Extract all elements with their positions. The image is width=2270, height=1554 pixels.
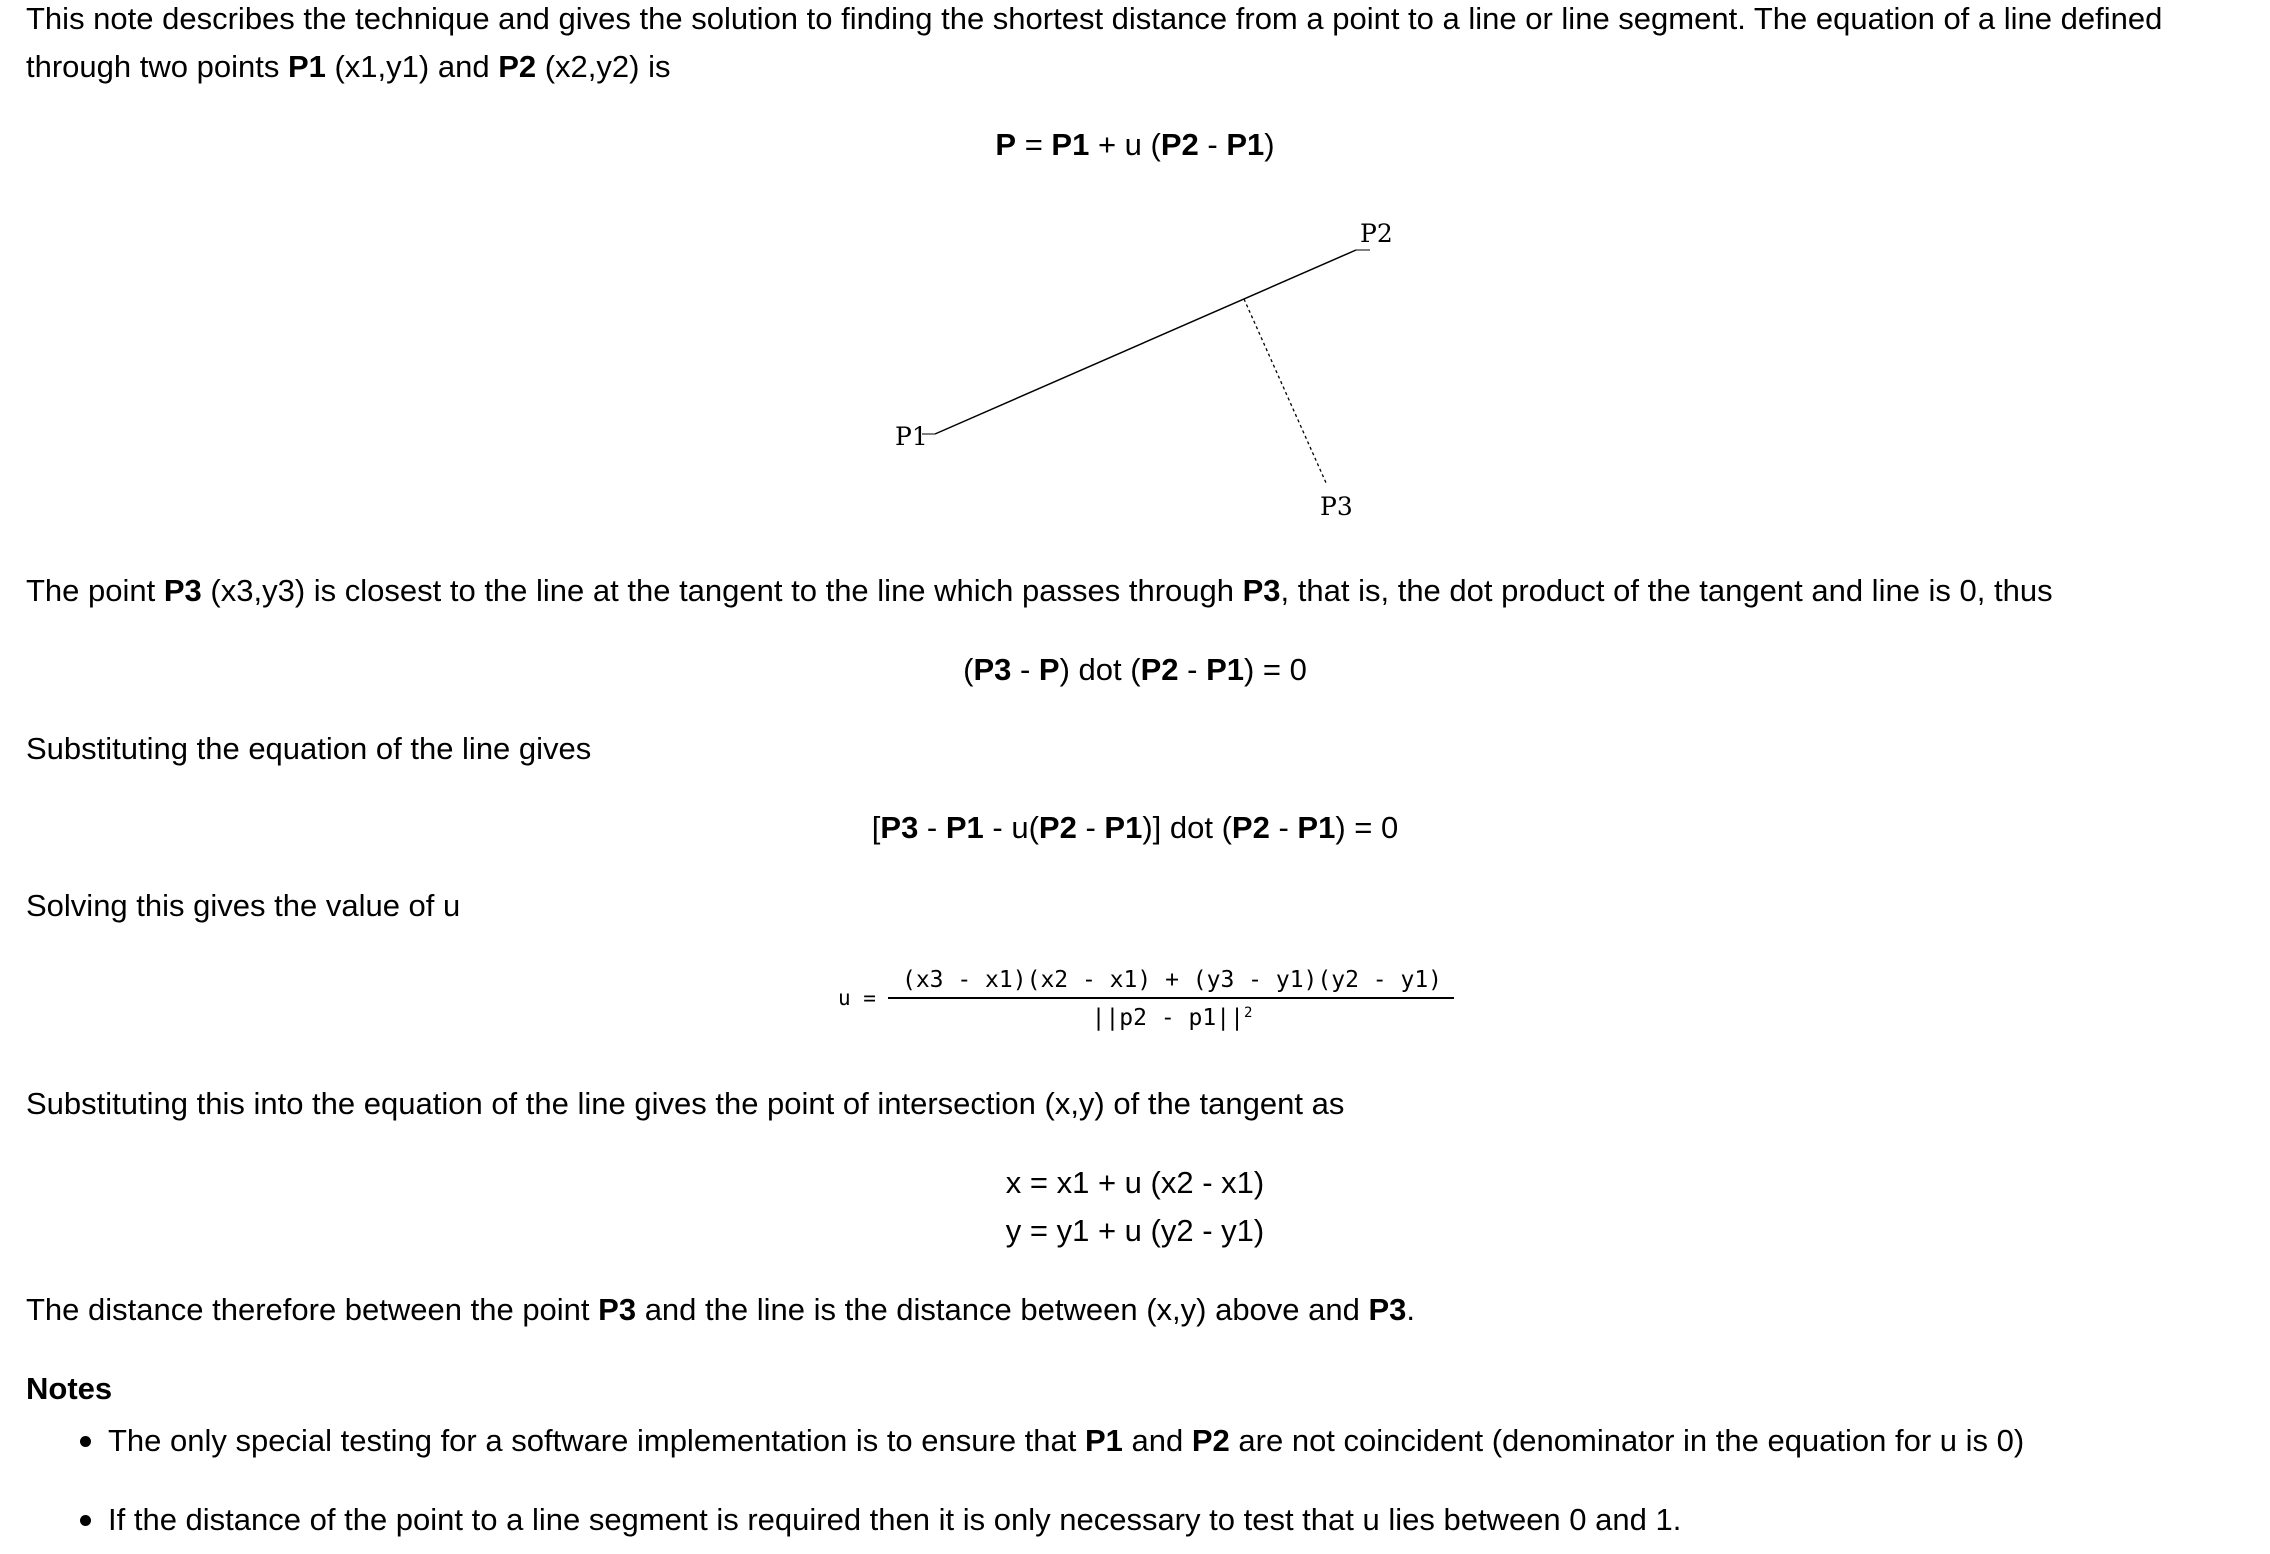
distance-p3-second: P3 bbox=[1368, 1292, 1407, 1327]
eq-line-p: P bbox=[995, 127, 1017, 162]
eq-dot-p1: P1 bbox=[1206, 652, 1244, 687]
note-item-coincident bbox=[0, 1417, 2024, 1465]
tangent-paragraph bbox=[26, 567, 2053, 615]
eq-dot-text-2: ) dot ( bbox=[1059, 652, 1141, 687]
eq-sub-p1-third: P1 bbox=[1297, 810, 1336, 845]
eq-sub-p2-second: P2 bbox=[1231, 810, 1270, 845]
eq-dot-text-3: - bbox=[1178, 652, 1207, 687]
notes-heading: Notes bbox=[26, 1371, 113, 1406]
eq-sub-p1: P1 bbox=[945, 810, 984, 845]
tangent-text-3: , that is, the dot product of the tangent and line is 0, thus bbox=[1280, 573, 2053, 608]
x-equation: x = x1 + u (x2 - x1) bbox=[1005, 1165, 1265, 1200]
eq-line-text-2: + u ( bbox=[1089, 127, 1161, 162]
note-item-segment bbox=[0, 1496, 2024, 1544]
note1-text-2: and bbox=[1122, 1423, 1192, 1458]
note1-text-1: The only special testing for a software implementation is to ensure that bbox=[108, 1423, 1085, 1458]
distance-p3: P3 bbox=[598, 1292, 637, 1327]
eq-dot-p2: P2 bbox=[1140, 652, 1179, 687]
eq-sub-text-1: - bbox=[918, 810, 946, 845]
eq-sub-p2: P2 bbox=[1038, 810, 1077, 845]
tangent-text-2: (x3,y3) is closest to the line at the tangent to the line which passes through bbox=[201, 573, 1243, 608]
u-equation bbox=[838, 965, 1458, 1035]
note1-text-3: are not coincident (denominator in the equation for u is 0) bbox=[1229, 1423, 2025, 1458]
line-equation bbox=[0, 121, 2270, 169]
u-denominator-exponent: 2 bbox=[1243, 1005, 1253, 1021]
note1-p1: P1 bbox=[1085, 1423, 1123, 1458]
intro-p1: P1 bbox=[287, 49, 326, 84]
eq-sub-text-4: )] dot ( bbox=[1142, 810, 1232, 845]
u-denominator-text: ||p2 - p1|| bbox=[1091, 1005, 1244, 1031]
line-p1-p2 bbox=[935, 250, 1356, 434]
eq-dot-p3: P3 bbox=[973, 652, 1012, 687]
intersection-paragraph: Substituting this into the equation of the line gives the point of intersection (x,y) of the tangent as bbox=[26, 1086, 1345, 1121]
tangent-p3: P3 bbox=[163, 573, 202, 608]
eq-line-p1: P1 bbox=[1051, 127, 1090, 162]
eq-sub-p1-second: P1 bbox=[1104, 810, 1143, 845]
u-numerator: (x3 - x1)(x2 - x1) + (y3 - y1)(y2 - y1) bbox=[901, 967, 1443, 993]
eq-sub-text-0: [ bbox=[871, 810, 881, 845]
perpendicular-dashed bbox=[1244, 299, 1327, 485]
eq-sub-text-3: - bbox=[1076, 810, 1105, 845]
substituting-paragraph: Substituting the equation of the line gives bbox=[26, 731, 592, 766]
label-p3: P3 bbox=[1320, 492, 1353, 521]
eq-sub-p3: P3 bbox=[880, 810, 919, 845]
eq-line-text-3: - bbox=[1198, 127, 1227, 162]
eq-sub-text-2: - u( bbox=[983, 810, 1039, 845]
bullet-dot-icon bbox=[80, 1515, 91, 1526]
intro-p2: P2 bbox=[498, 49, 537, 84]
tangent-text-1: The point bbox=[26, 573, 164, 608]
y-equation: y = y1 + u (y2 - y1) bbox=[1005, 1213, 1265, 1248]
label-p2: P2 bbox=[1360, 219, 1393, 248]
eq-line-text-1: = bbox=[1016, 127, 1052, 162]
note2-text: If the distance of the point to a line segment is required then it is only necessary to test that u lies between 0 and 1. bbox=[108, 1502, 1682, 1537]
intro-text-2: (x1,y1) and bbox=[325, 49, 499, 84]
dot-product-equation bbox=[0, 646, 2270, 694]
u-lhs: u = bbox=[838, 986, 876, 1010]
bullet-dot-icon bbox=[80, 1436, 91, 1447]
substituted-equation bbox=[0, 804, 2270, 852]
solving-paragraph: Solving this gives the value of u bbox=[26, 888, 461, 923]
eq-sub-text-6: ) = 0 bbox=[1335, 810, 1399, 845]
u-denominator bbox=[890, 998, 1454, 1033]
intro-text-1: This note describes the technique and gives the solution to finding the shortest distance from a point to a line or line segment. The equation of a line defined through two points bbox=[26, 1, 2163, 84]
eq-dot-text-4: ) = 0 bbox=[1243, 652, 1307, 687]
eq-dot-p: P bbox=[1038, 652, 1060, 687]
eq-line-text-4: ) bbox=[1264, 127, 1275, 162]
distance-paragraph bbox=[26, 1286, 1415, 1334]
notes-list bbox=[0, 1417, 2024, 1544]
intro-text-3: (x2,y2) is bbox=[536, 49, 671, 84]
distance-text-3: . bbox=[1406, 1292, 1416, 1327]
note1-p2: P2 bbox=[1191, 1423, 1230, 1458]
eq-dot-text-0: ( bbox=[963, 652, 974, 687]
distance-text-2: and the line is the distance between (x,y) above and bbox=[636, 1292, 1369, 1327]
eq-line-p1-second: P1 bbox=[1226, 127, 1265, 162]
label-p1: P1 bbox=[895, 422, 928, 451]
distance-text-1: The distance therefore between the point bbox=[26, 1292, 599, 1327]
tangent-p3-second: P3 bbox=[1242, 573, 1281, 608]
eq-line-p2: P2 bbox=[1160, 127, 1199, 162]
eq-dot-text-1: - bbox=[1011, 652, 1039, 687]
intro-paragraph bbox=[26, 0, 2266, 91]
eq-sub-text-5: - bbox=[1269, 810, 1298, 845]
